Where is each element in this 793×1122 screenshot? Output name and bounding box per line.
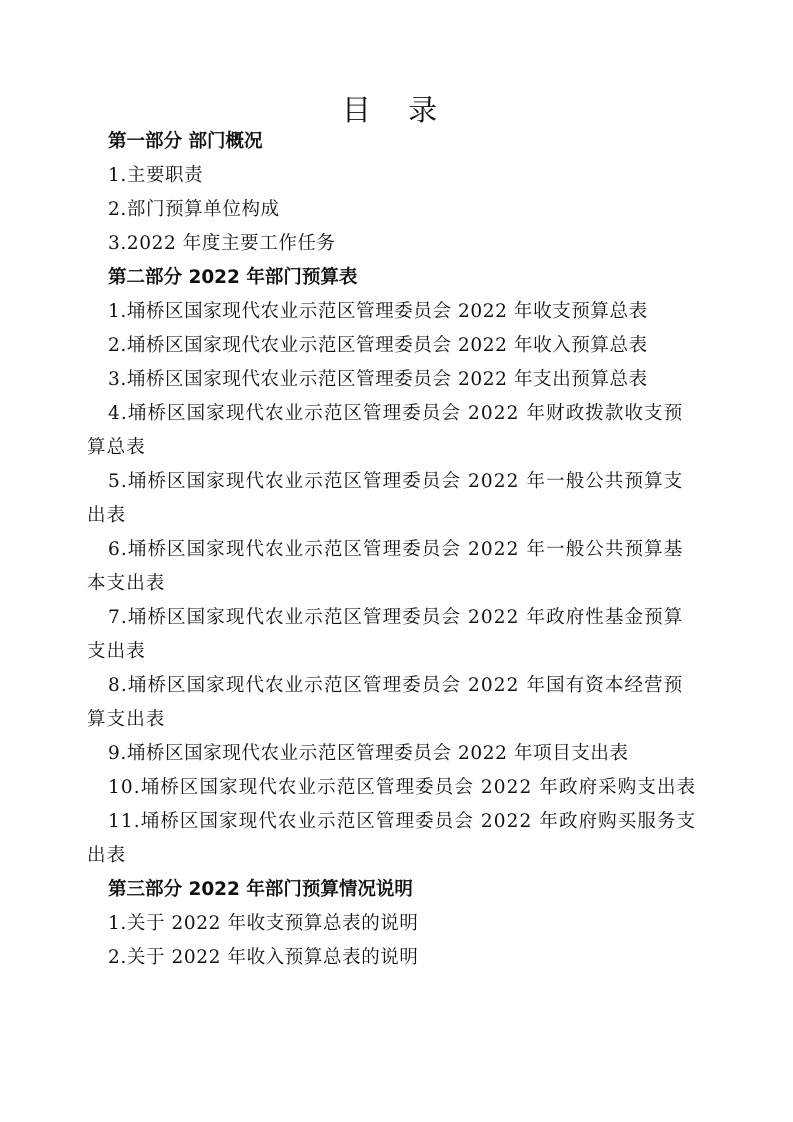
section-heading-part-1: 第一部分 部门概况: [108, 131, 263, 152]
toc-item: 2.部门预算单位构成: [108, 199, 280, 220]
toc-item: 5.埇桥区国家现代农业示范区管理委员会 2022 年一般公共预算支出表: [87, 471, 684, 526]
toc-item: 1.埇桥区国家现代农业示范区管理委员会 2022 年收支预算总表: [108, 301, 648, 322]
toc-item: 11.埇桥区国家现代农业示范区管理委员会 2022 年政府购买服务支出表: [87, 811, 697, 866]
toc-item: 2.关于 2022 年收入预算总表的说明: [108, 947, 419, 968]
toc-item: 7.埇桥区国家现代农业示范区管理委员会 2022 年政府性基金预算支出表: [87, 607, 684, 662]
section-heading-part-3: 第三部分 2022 年部门预算情况说明: [108, 879, 413, 900]
table-of-contents: [87, 125, 699, 975]
section-heading-part-2: 第二部分 2022 年部门预算表: [108, 267, 358, 288]
toc-item: 9.埇桥区国家现代农业示范区管理委员会 2022 年项目支出表: [108, 743, 629, 764]
toc-item: 3.2022 年度主要工作任务: [108, 233, 336, 254]
toc-item: 10.埇桥区国家现代农业示范区管理委员会 2022 年政府采购支出表: [108, 777, 697, 798]
toc-item: 6.埇桥区国家现代农业示范区管理委员会 2022 年一般公共预算基本支出表: [87, 539, 684, 594]
toc-item: 1.关于 2022 年收支预算总表的说明: [108, 913, 419, 934]
toc-item: 1.主要职责: [108, 165, 204, 186]
toc-item: 8.埇桥区国家现代农业示范区管理委员会 2022 年国有资本经营预算支出表: [87, 675, 684, 730]
toc-item: 3.埇桥区国家现代农业示范区管理委员会 2022 年支出预算总表: [108, 369, 648, 390]
toc-item: 4.埇桥区国家现代农业示范区管理委员会 2022 年财政拨款收支预算总表: [87, 403, 684, 458]
toc-item: 2.埇桥区国家现代农业示范区管理委员会 2022 年收入预算总表: [108, 335, 648, 356]
page-title: 目 录: [341, 93, 452, 127]
